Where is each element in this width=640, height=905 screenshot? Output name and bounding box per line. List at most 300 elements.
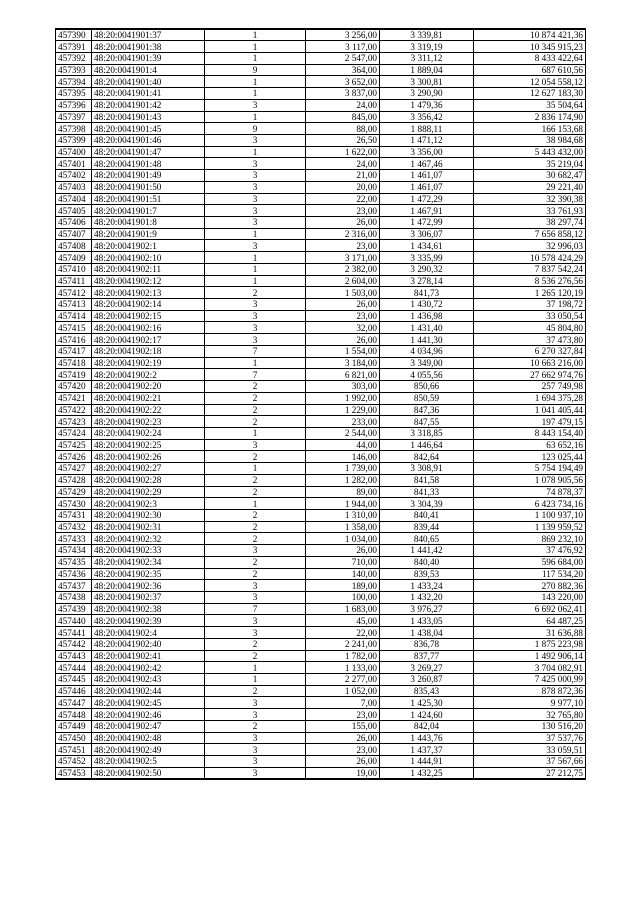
cadastral-value-cell: 1 492 906,14 [474,650,586,662]
table-row [56,732,586,744]
table-row [56,217,586,229]
cadastral-value-cell: 37 567,66 [474,756,586,768]
cadastral-value-cell: 166 153,68 [474,123,586,135]
category-cell: 1 [205,88,306,100]
cadastral-number-cell: 48:20:0041901:43 [92,111,205,123]
unit-value-cell: 1 436,98 [380,310,474,322]
table-row [56,322,586,334]
unit-value-cell: 1 461,07 [380,181,474,193]
unit-value-cell: 847,55 [380,416,474,428]
category-cell: 1 [205,275,306,287]
cadastral-number-cell: 48:20:0041902:47 [92,720,205,732]
category-cell: 3 [205,193,306,205]
area-cell: 3 652,00 [306,76,380,88]
table-row [56,275,586,287]
cadastral-number-cell: 48:20:0041902:24 [92,427,205,439]
cadastral-number-cell: 48:20:0041902:50 [92,767,205,779]
row-number-cell: 457426 [56,451,92,463]
unit-value-cell: 842,04 [380,720,474,732]
unit-value-cell: 3 290,90 [380,88,474,100]
unit-value-cell: 1 467,46 [380,158,474,170]
unit-value-cell: 847,36 [380,404,474,416]
row-number-cell: 457438 [56,592,92,604]
table-row [56,240,586,252]
cadastral-value-cell: 5 443 432,00 [474,146,586,158]
cadastral-number-cell: 48:20:0041901:38 [92,41,205,53]
cadastral-number-cell: 48:20:0041901:46 [92,134,205,146]
area-cell: 3 171,00 [306,252,380,264]
cadastral-number-cell: 48:20:0041901:42 [92,99,205,111]
category-cell: 1 [205,498,306,510]
cadastral-number-cell: 48:20:0041901:49 [92,170,205,182]
table-row [56,205,586,217]
table-row [56,381,586,393]
area-cell: 2 316,00 [306,228,380,240]
row-number-cell: 457393 [56,64,92,76]
category-cell: 3 [205,181,306,193]
table-row [56,509,586,521]
unit-value-cell: 3 349,00 [380,357,474,369]
area-cell: 6 821,00 [306,369,380,381]
cadastral-number-cell: 48:20:0041902:28 [92,474,205,486]
category-cell: 3 [205,756,306,768]
area-cell: 23,00 [306,744,380,756]
cadastral-number-cell: 48:20:0041902:46 [92,709,205,721]
cadastral-number-cell: 48:20:0041902:25 [92,439,205,451]
cadastral-number-cell: 48:20:0041902:21 [92,392,205,404]
cadastral-value-cell: 30 682,47 [474,170,586,182]
row-number-cell: 457453 [56,767,92,779]
cadastral-number-cell: 48:20:0041902:41 [92,650,205,662]
category-cell: 2 [205,392,306,404]
unit-value-cell: 1 461,07 [380,170,474,182]
area-cell: 7,00 [306,697,380,709]
unit-value-cell: 850,59 [380,392,474,404]
category-cell: 3 [205,205,306,217]
unit-value-cell: 3 260,87 [380,674,474,686]
row-number-cell: 457409 [56,252,92,264]
table-row [56,64,586,76]
unit-value-cell: 3 319,19 [380,41,474,53]
category-cell: 7 [205,369,306,381]
cadastral-value-cell: 1 078 905,56 [474,474,586,486]
cadastral-number-cell: 48:20:0041902:37 [92,592,205,604]
table-row [56,498,586,510]
category-cell: 3 [205,580,306,592]
row-number-cell: 457404 [56,193,92,205]
category-cell: 1 [205,52,306,64]
table-row [56,720,586,732]
unit-value-cell: 1 432,20 [380,592,474,604]
cadastral-value-table [55,28,586,780]
table-row [56,615,586,627]
cadastral-value-cell: 1 041 405,44 [474,404,586,416]
unit-value-cell: 3 339,81 [380,29,474,41]
cadastral-value-cell: 32 996,03 [474,240,586,252]
category-cell: 3 [205,99,306,111]
category-cell: 2 [205,287,306,299]
area-cell: 2 544,00 [306,427,380,439]
category-cell: 9 [205,64,306,76]
category-cell: 3 [205,217,306,229]
cadastral-value-cell: 8 536 276,56 [474,275,586,287]
category-cell: 7 [205,345,306,357]
area-cell: 20,00 [306,181,380,193]
unit-value-cell: 1 467,91 [380,205,474,217]
unit-value-cell: 1 425,30 [380,697,474,709]
row-number-cell: 457432 [56,521,92,533]
row-number-cell: 457391 [56,41,92,53]
row-number-cell: 457435 [56,556,92,568]
unit-value-cell: 1 889,04 [380,64,474,76]
unit-value-cell: 1 444,91 [380,756,474,768]
row-number-cell: 457390 [56,29,92,41]
table-row [56,334,586,346]
area-cell: 100,00 [306,592,380,604]
cadastral-value-cell: 35 504,64 [474,99,586,111]
cadastral-value-cell: 687 610,56 [474,64,586,76]
table-row [56,111,586,123]
row-number-cell: 457428 [56,474,92,486]
category-cell: 2 [205,509,306,521]
unit-value-cell: 3 290,32 [380,263,474,275]
cadastral-number-cell: 48:20:0041902:12 [92,275,205,287]
row-number-cell: 457395 [56,88,92,100]
table-row [56,627,586,639]
cadastral-value-cell: 878 872,36 [474,685,586,697]
table-row [56,556,586,568]
area-cell: 26,00 [306,732,380,744]
unit-value-cell: 1 434,61 [380,240,474,252]
cadastral-value-cell: 64 487,25 [474,615,586,627]
row-number-cell: 457424 [56,427,92,439]
area-cell: 1 554,00 [306,345,380,357]
area-cell: 2 277,00 [306,674,380,686]
cadastral-value-cell: 1 265 120,19 [474,287,586,299]
area-cell: 24,00 [306,158,380,170]
cadastral-value-cell: 33 059,51 [474,744,586,756]
unit-value-cell: 837,77 [380,650,474,662]
table-row [56,662,586,674]
area-cell: 26,00 [306,334,380,346]
table-body [56,29,586,779]
cadastral-value-cell: 1 139 959,52 [474,521,586,533]
category-cell: 1 [205,146,306,158]
cadastral-number-cell: 48:20:0041902:3 [92,498,205,510]
table-row [56,345,586,357]
cadastral-value-cell: 6 423 734,16 [474,498,586,510]
category-cell: 2 [205,404,306,416]
category-cell: 3 [205,439,306,451]
category-cell: 1 [205,29,306,41]
table-row [56,146,586,158]
row-number-cell: 457398 [56,123,92,135]
area-cell: 26,00 [306,545,380,557]
area-cell: 155,00 [306,720,380,732]
table-row [56,744,586,756]
area-cell: 3 184,00 [306,357,380,369]
area-cell: 364,00 [306,64,380,76]
cadastral-number-cell: 48:20:0041901:41 [92,88,205,100]
row-number-cell: 457451 [56,744,92,756]
area-cell: 21,00 [306,170,380,182]
cadastral-value-cell: 270 882,36 [474,580,586,592]
cadastral-number-cell: 48:20:0041902:5 [92,756,205,768]
cadastral-number-cell: 48:20:0041902:19 [92,357,205,369]
unit-value-cell: 1 424,60 [380,709,474,721]
area-cell: 1 358,00 [306,521,380,533]
row-number-cell: 457401 [56,158,92,170]
area-cell: 1 310,00 [306,509,380,521]
unit-value-cell: 1 437,37 [380,744,474,756]
category-cell: 3 [205,615,306,627]
cadastral-value-cell: 32 390,38 [474,193,586,205]
category-cell: 1 [205,263,306,275]
table-row [56,439,586,451]
unit-value-cell: 1 471,12 [380,134,474,146]
cadastral-value-cell: 7 837 542,24 [474,263,586,275]
unit-value-cell: 3 335,99 [380,252,474,264]
area-cell: 3 837,00 [306,88,380,100]
cadastral-number-cell: 48:20:0041902:29 [92,486,205,498]
category-cell: 2 [205,451,306,463]
category-cell: 1 [205,463,306,475]
cadastral-number-cell: 48:20:0041902:38 [92,603,205,615]
row-number-cell: 457405 [56,205,92,217]
cadastral-value-cell: 8 443 154,40 [474,427,586,439]
cadastral-number-cell: 48:20:0041902:17 [92,334,205,346]
cadastral-value-cell: 6 270 327,84 [474,345,586,357]
cadastral-value-cell: 38 984,68 [474,134,586,146]
area-cell: 1 503,00 [306,287,380,299]
table-row [56,568,586,580]
area-cell: 26,00 [306,217,380,229]
category-cell: 1 [205,662,306,674]
table-row [56,709,586,721]
area-cell: 1 739,00 [306,463,380,475]
area-cell: 710,00 [306,556,380,568]
category-cell: 2 [205,486,306,498]
row-number-cell: 457402 [56,170,92,182]
row-number-cell: 457407 [56,228,92,240]
category-cell: 3 [205,334,306,346]
table-row [56,451,586,463]
cadastral-value-cell: 10 663 216,00 [474,357,586,369]
area-cell: 303,00 [306,381,380,393]
row-number-cell: 457411 [56,275,92,287]
area-cell: 1 052,00 [306,685,380,697]
row-number-cell: 457403 [56,181,92,193]
row-number-cell: 457434 [56,545,92,557]
cadastral-number-cell: 48:20:0041902:10 [92,252,205,264]
row-number-cell: 457414 [56,310,92,322]
area-cell: 1 782,00 [306,650,380,662]
row-number-cell: 457418 [56,357,92,369]
category-cell: 1 [205,357,306,369]
cadastral-value-cell: 27 662 974,76 [474,369,586,381]
row-number-cell: 457437 [56,580,92,592]
unit-value-cell: 1 438,04 [380,627,474,639]
category-cell: 1 [205,674,306,686]
cadastral-number-cell: 48:20:0041902:26 [92,451,205,463]
cadastral-value-cell: 74 878,37 [474,486,586,498]
row-number-cell: 457441 [56,627,92,639]
unit-value-cell: 4 055,56 [380,369,474,381]
category-cell: 3 [205,240,306,252]
table-row [56,299,586,311]
cadastral-number-cell: 48:20:0041901:39 [92,52,205,64]
table-row [56,580,586,592]
cadastral-value-cell: 7 425 000,99 [474,674,586,686]
unit-value-cell: 1 432,25 [380,767,474,779]
cadastral-number-cell: 48:20:0041902:4 [92,627,205,639]
row-number-cell: 457417 [56,345,92,357]
cadastral-number-cell: 48:20:0041902:35 [92,568,205,580]
area-cell: 26,00 [306,756,380,768]
table-row [56,533,586,545]
cadastral-value-cell: 37 476,92 [474,545,586,557]
cadastral-number-cell: 48:20:0041902:43 [92,674,205,686]
category-cell: 3 [205,310,306,322]
category-cell: 3 [205,709,306,721]
area-cell: 1 944,00 [306,498,380,510]
area-cell: 22,00 [306,193,380,205]
area-cell: 1 622,00 [306,146,380,158]
row-number-cell: 457436 [56,568,92,580]
table-row [56,638,586,650]
table-row [56,357,586,369]
cadastral-value-cell: 10 874 421,36 [474,29,586,41]
table-row [56,685,586,697]
row-number-cell: 457447 [56,697,92,709]
area-cell: 233,00 [306,416,380,428]
unit-value-cell: 3 300,81 [380,76,474,88]
cadastral-value-cell: 123 025,44 [474,451,586,463]
cadastral-number-cell: 48:20:0041901:37 [92,29,205,41]
area-cell: 22,00 [306,627,380,639]
row-number-cell: 457445 [56,674,92,686]
row-number-cell: 457425 [56,439,92,451]
area-cell: 140,00 [306,568,380,580]
cadastral-number-cell: 48:20:0041902:18 [92,345,205,357]
table-row [56,767,586,779]
area-cell: 23,00 [306,709,380,721]
area-cell: 146,00 [306,451,380,463]
cadastral-value-cell: 1 100 937,10 [474,509,586,521]
cadastral-number-cell: 48:20:0041902:48 [92,732,205,744]
row-number-cell: 457446 [56,685,92,697]
area-cell: 2 547,00 [306,52,380,64]
cadastral-number-cell: 48:20:0041901:4 [92,64,205,76]
category-cell: 3 [205,697,306,709]
cadastral-value-cell: 5 754 194,49 [474,463,586,475]
area-cell: 88,00 [306,123,380,135]
table-row [56,181,586,193]
area-cell: 2 382,00 [306,263,380,275]
unit-value-cell: 1 441,42 [380,545,474,557]
unit-value-cell: 3 356,00 [380,146,474,158]
row-number-cell: 457408 [56,240,92,252]
table-row [56,170,586,182]
table-row [56,29,586,41]
table-row [56,545,586,557]
cadastral-number-cell: 48:20:0041901:8 [92,217,205,229]
row-number-cell: 457413 [56,299,92,311]
unit-value-cell: 1 431,40 [380,322,474,334]
unit-value-cell: 840,65 [380,533,474,545]
row-number-cell: 457396 [56,99,92,111]
cadastral-number-cell: 48:20:0041902:42 [92,662,205,674]
unit-value-cell: 839,53 [380,568,474,580]
row-number-cell: 457416 [56,334,92,346]
row-number-cell: 457397 [56,111,92,123]
cadastral-value-cell: 31 636,88 [474,627,586,639]
category-cell: 3 [205,158,306,170]
category-cell: 3 [205,744,306,756]
unit-value-cell: 1 443,76 [380,732,474,744]
table-row [56,674,586,686]
cadastral-value-cell: 7 656 858,12 [474,228,586,240]
table-row [56,650,586,662]
category-cell: 2 [205,381,306,393]
cadastral-value-cell: 869 232,10 [474,533,586,545]
row-number-cell: 457419 [56,369,92,381]
category-cell: 7 [205,603,306,615]
area-cell: 45,00 [306,615,380,627]
area-cell: 24,00 [306,99,380,111]
unit-value-cell: 3 269,27 [380,662,474,674]
category-cell: 2 [205,568,306,580]
table-row [56,603,586,615]
cadastral-number-cell: 48:20:0041902:23 [92,416,205,428]
unit-value-cell: 1 433,05 [380,615,474,627]
category-cell: 3 [205,545,306,557]
cadastral-value-cell: 45 804,80 [474,322,586,334]
cadastral-number-cell: 48:20:0041902:45 [92,697,205,709]
cadastral-value-cell: 143 220,00 [474,592,586,604]
area-cell: 189,00 [306,580,380,592]
category-cell: 3 [205,170,306,182]
cadastral-number-cell: 48:20:0041902:49 [92,744,205,756]
table-row [56,427,586,439]
cadastral-number-cell: 48:20:0041902:20 [92,381,205,393]
unit-value-cell: 3 318,85 [380,427,474,439]
category-cell: 2 [205,650,306,662]
category-cell: 3 [205,299,306,311]
unit-value-cell: 3 306,07 [380,228,474,240]
row-number-cell: 457430 [56,498,92,510]
cadastral-value-cell: 32 765,80 [474,709,586,721]
unit-value-cell: 1 446,64 [380,439,474,451]
cadastral-number-cell: 48:20:0041902:11 [92,263,205,275]
table-row [56,697,586,709]
cadastral-value-cell: 596 684,00 [474,556,586,568]
row-number-cell: 457422 [56,404,92,416]
area-cell: 1 992,00 [306,392,380,404]
area-cell: 845,00 [306,111,380,123]
table-row [56,123,586,135]
table-row [56,76,586,88]
area-cell: 1 282,00 [306,474,380,486]
cadastral-value-cell: 257 749,98 [474,381,586,393]
cadastral-number-cell: 48:20:0041901:45 [92,123,205,135]
unit-value-cell: 1 888,11 [380,123,474,135]
row-number-cell: 457448 [56,709,92,721]
cadastral-value-cell: 33 761,93 [474,205,586,217]
cadastral-number-cell: 48:20:0041902:40 [92,638,205,650]
cadastral-number-cell: 48:20:0041902:15 [92,310,205,322]
table-row [56,134,586,146]
